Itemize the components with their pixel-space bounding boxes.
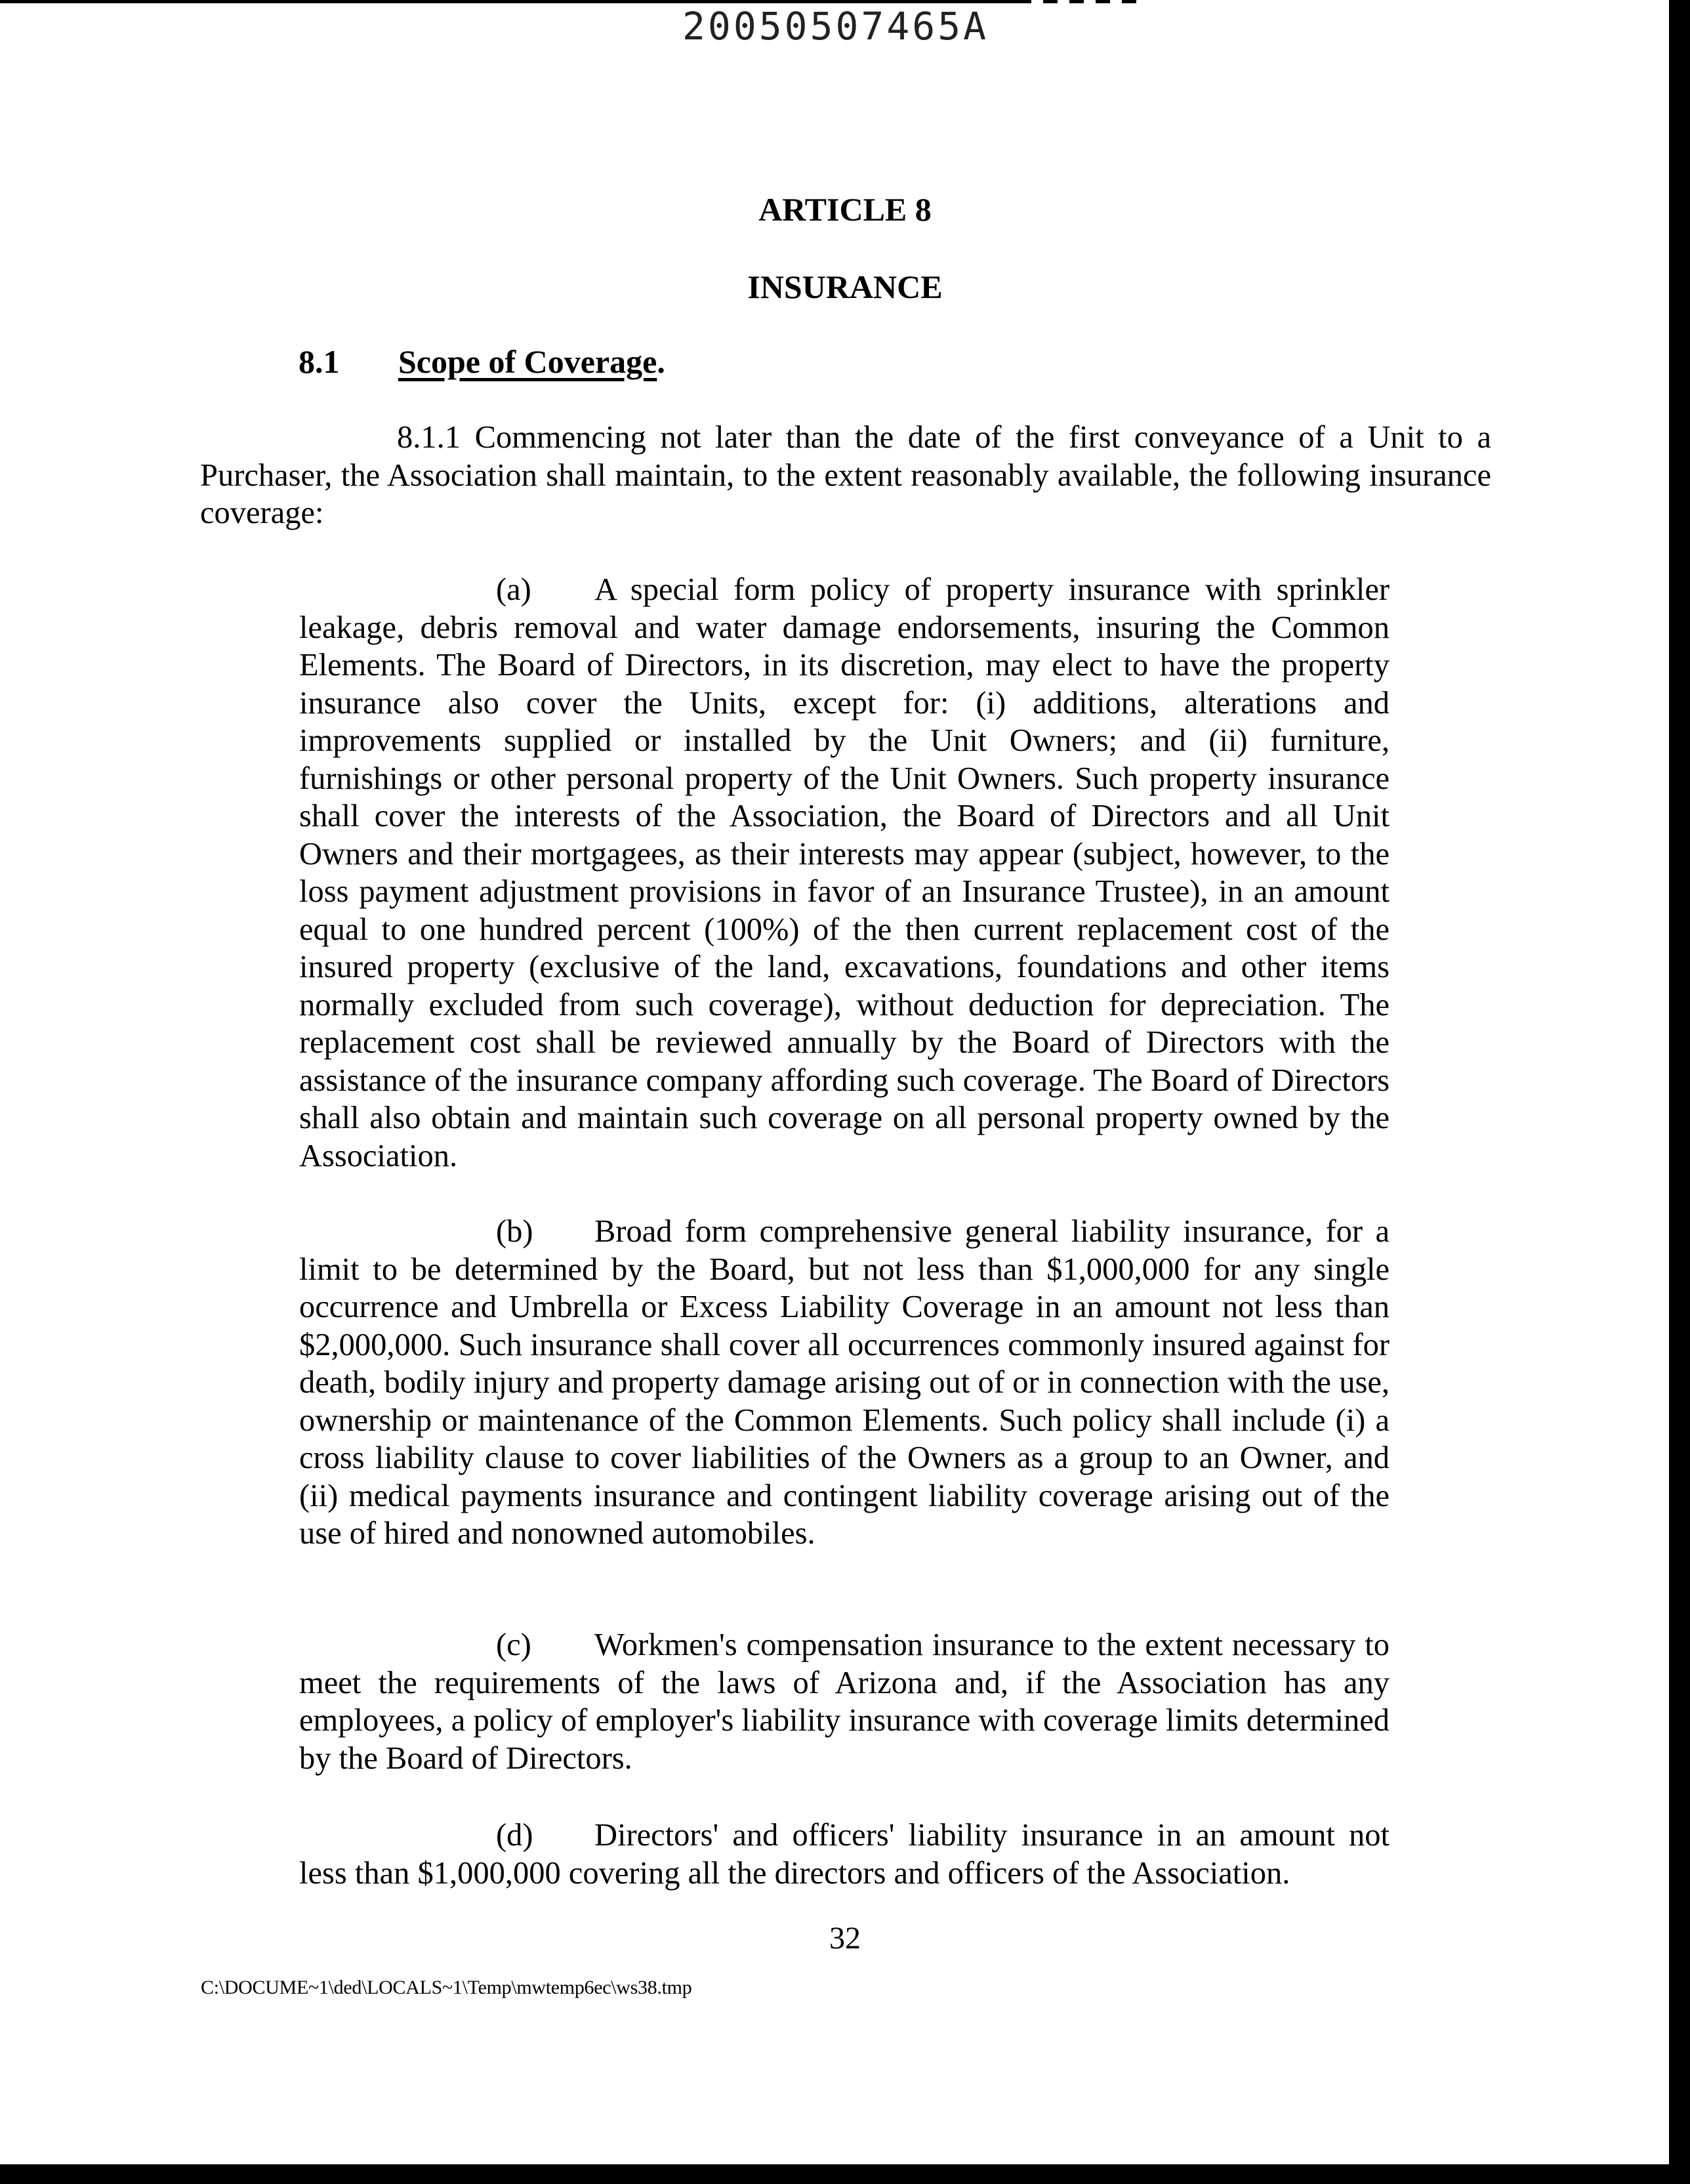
subparagraph-text: Directors' and officers' liability insurance in an amount not less than $1,000,000 covering all the directors and officers of the Association. xyxy=(299,1818,1390,1891)
section-number: 8.1 xyxy=(299,343,340,380)
subparagraph-marker: (c) xyxy=(496,1628,531,1662)
subparagraph-b xyxy=(299,1213,1390,1553)
paragraph-text: Commencing not later than the date of the first conveyance of a Unit to a Purchaser, the Association shall maintain, to the extent reasonably available, the following insurance coverage: xyxy=(200,420,1492,530)
section-heading xyxy=(299,343,665,381)
subparagraph-c xyxy=(299,1626,1390,1777)
subparagraph-d xyxy=(299,1816,1390,1892)
subparagraph-a xyxy=(299,571,1390,1175)
subparagraph-marker: (a) xyxy=(496,572,531,607)
paragraph-number: 8.1.1 xyxy=(397,420,461,455)
subparagraph-text: Broad form comprehensive general liability insurance, for a limit to be determined by the Board, but not less than $1,000,000 for any single occurrence and Umbrella or Excess Liability Coverage in an amount not less than $2,000,000. Such insurance shall cover all occurrences commonly insured against for death, bodily injury and property damage arising out of or in connection with the use, ownership or maintenance of the Common Elements. Such policy shall include (i) a cross liability clause to cover liabilities of the Owners as a group to an Owner, and (ii) medical payments insurance and contingent liability coverage arising out of the use of hired and nonowned automobiles. xyxy=(299,1214,1390,1551)
subparagraph-marker: (b) xyxy=(496,1214,533,1249)
section-title: Scope of Coverage xyxy=(398,343,657,380)
file-path-footer: C:\DOCUME~1\ded\LOCALS~1\Temp\mwtemp6ec\ws38.tmp xyxy=(201,1977,692,1998)
article-title-heading: INSURANCE xyxy=(747,268,943,305)
scan-top-border xyxy=(0,0,1017,3)
article-number-heading: ARTICLE 8 xyxy=(758,191,932,228)
paragraph-8-1-1 xyxy=(200,419,1491,532)
scan-bottom-border xyxy=(0,2164,1690,2184)
subparagraph-marker: (d) xyxy=(496,1818,533,1853)
page-number: 32 xyxy=(829,1921,861,1956)
document-id-stamp: 20050507465A xyxy=(682,4,989,49)
subparagraph-text: A special form policy of property insurance with sprinkler leakage, debris removal and water damage endorsements, insuring the Common Elements. The Board of Directors, in its discretion, may elect to have the property insurance also cover the Units, except for: (i) additions, alterations and improvements supplied or installed by the Unit Owners; and (ii) furniture, furnishings or other personal property of the Unit Owners. Such property insurance shall cover the interests of the Association, the Board of Directors and all Unit Owners and their mortgagees, as their interests may appear (subject, however, to the loss payment adjustment provisions in favor of an Insurance Trustee), in an amount equal to one hundred percent (100%) of the then current replacement cost of the insured property (exclusive of the land, excavations, foundations and other items normally excluded from such coverage), without deduction for depreciation. The replacement cost shall be reviewed annually by the Board of Directors with the assistance of the insurance company affording such coverage. The Board of Directors shall also obtain and maintain such coverage on all personal property owned by the Association. xyxy=(299,572,1390,1173)
scan-top-dashes xyxy=(1017,0,1148,3)
scan-right-border xyxy=(1669,0,1690,2184)
subparagraph-text: Workmen's compensation insurance to the extent necessary to meet the requirements of the laws of Arizona and, if the Association has any employees, a policy of employer's liability insurance with coverage limits determined by the Board of Directors. xyxy=(299,1628,1390,1776)
section-title-suffix: . xyxy=(657,343,665,380)
